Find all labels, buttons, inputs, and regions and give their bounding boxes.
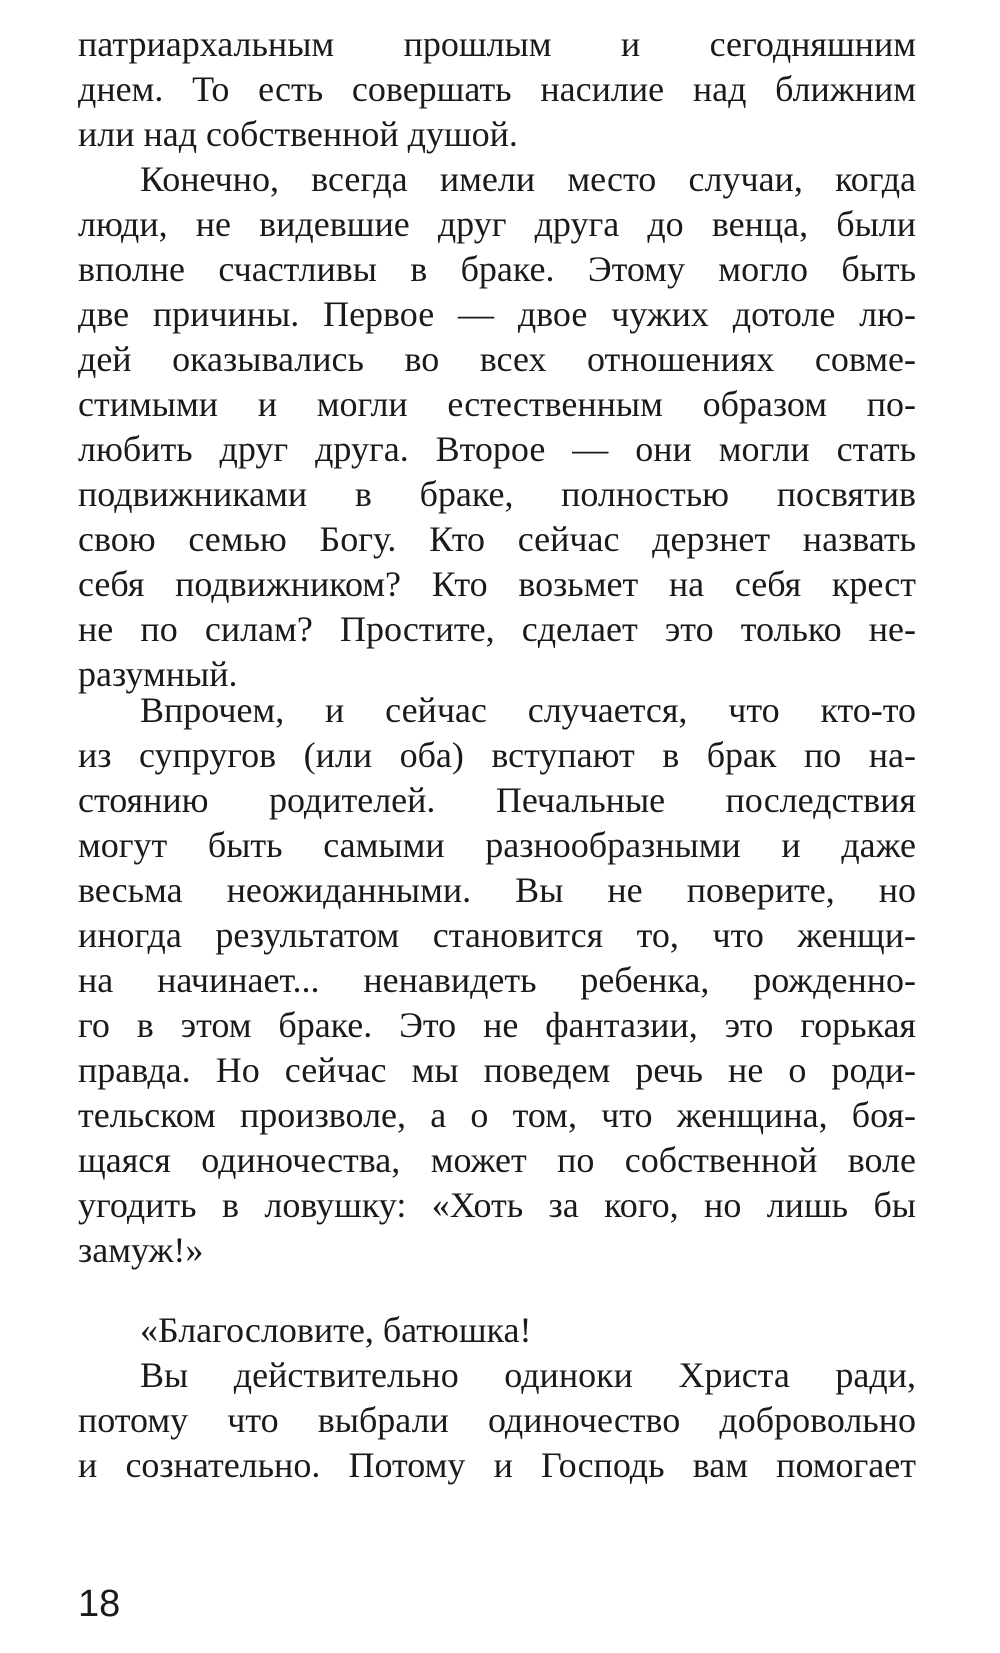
- paragraph-1: [78, 22, 916, 157]
- text-line: весьма неожиданными. Вы не поверите, но: [78, 870, 916, 910]
- paragraph-5: [78, 1353, 916, 1488]
- text-line: из супругов (или оба) вступают в брак по на-: [78, 735, 916, 775]
- text-line: дей оказывались во всех отношениях совме-: [78, 339, 916, 379]
- text-line: и сознательно. Потому и Господь вам помогает: [78, 1445, 916, 1485]
- text-line: Вы действительно одиноки Христа ради,: [140, 1355, 916, 1395]
- paragraph-2: [78, 157, 916, 697]
- text-line: патриархальным прошлым и сегодняшним: [78, 24, 916, 64]
- paragraph-3: [78, 688, 916, 1273]
- text-line: щаяся одиночества, может по собственной воле: [78, 1140, 916, 1180]
- text-line: себя подвижником? Кто возьмет на себя крест: [78, 564, 916, 604]
- text-line: или над собственной душой.: [78, 114, 518, 154]
- page-number: 18: [78, 1583, 121, 1625]
- text-line: иногда результатом становится то, что женщи-: [78, 915, 916, 955]
- text-line: угодить в ловушку: «Хоть за кого, но лишь бы: [78, 1185, 916, 1225]
- text-line: стимыми и могли естественным образом по-: [78, 384, 916, 424]
- text-line: «Благословите, батюшка!: [140, 1310, 532, 1350]
- paragraph-4: [78, 1308, 916, 1353]
- text-line: люди, не видевшие друг друга до венца, были: [78, 204, 916, 244]
- text-line: Впрочем, и сейчас случается, что кто-то: [140, 690, 916, 730]
- text-line: го в этом браке. Это не фантазии, это горькая: [78, 1005, 916, 1045]
- text-line: стоянию родителей. Печальные последствия: [78, 780, 916, 820]
- text-line: могут быть самыми разнообразными и даже: [78, 825, 916, 865]
- text-line: подвижниками в браке, полностью посвятив: [78, 474, 916, 514]
- text-line: две причины. Первое — двое чужих дотоле лю-: [78, 294, 916, 334]
- text-line: свою семью Богу. Кто сейчас дерзнет назвать: [78, 519, 916, 559]
- text-line: вполне счастливы в браке. Этому могло быть: [78, 249, 916, 289]
- text-line: любить друг друга. Второе — они могли стать: [78, 429, 916, 469]
- text-line: потому что выбрали одиночество добровольно: [78, 1400, 916, 1440]
- text-line: замуж!»: [78, 1230, 204, 1270]
- text-line: на начинает... ненавидеть ребенка, рожденно-: [78, 960, 916, 1000]
- text-line: днем. То есть совершать насилие над ближним: [78, 69, 916, 109]
- text-line: тельском произволе, а о том, что женщина, боя-: [78, 1095, 916, 1135]
- text-line: не по силам? Простите, сделает это только не-: [78, 609, 916, 649]
- text-line: Конечно, всегда имели место случаи, когда: [140, 159, 916, 199]
- text-line: правда. Но сейчас мы поведем речь не о роди-: [78, 1050, 916, 1090]
- text-line: разумный.: [78, 654, 238, 694]
